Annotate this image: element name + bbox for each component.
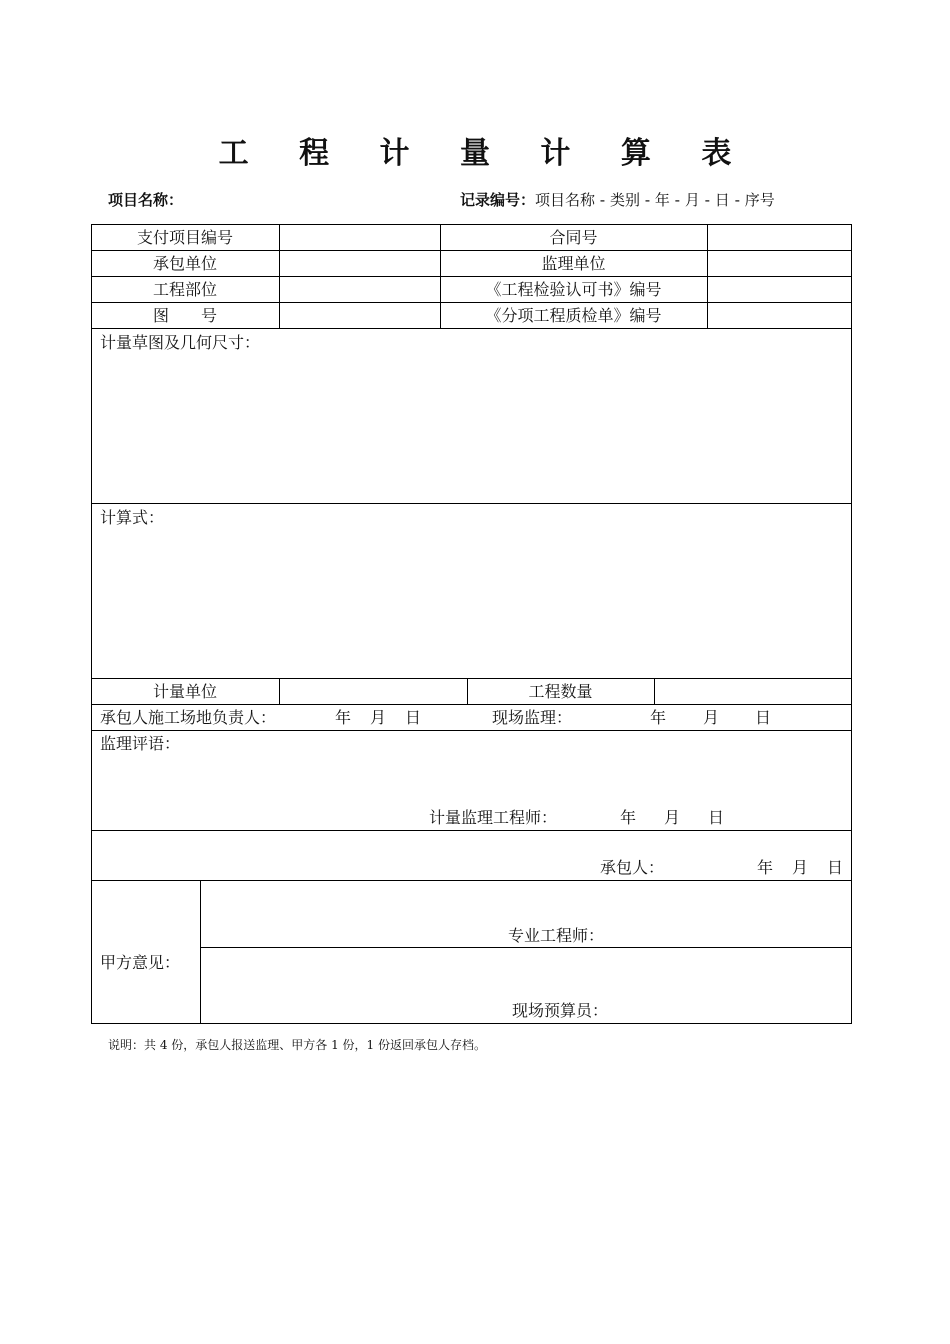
supervisor-label: 监理单位	[541, 254, 606, 273]
day-label: 日	[708, 808, 725, 827]
month-label: 月	[703, 708, 720, 727]
page-title: 工 程 计 量 计 算 表	[218, 136, 752, 171]
sketch-label: 计量草图及几何尺寸：	[100, 333, 261, 352]
contractor-site-lead-label: 承包人施工场地负责人：	[100, 708, 277, 727]
contractor-sign-label: 承包人：	[600, 858, 665, 877]
measure-unit-label: 计量单位	[152, 682, 217, 701]
site-supervisor-label: 现场监理：	[492, 708, 573, 727]
day-label: 日	[405, 708, 422, 727]
footnote: 说明：共 4 份，承包人报送监理、甲方各 1 份，1 份返回承包人存档。	[108, 1038, 486, 1052]
payment-item-no-label: 支付项目编号	[136, 228, 233, 247]
year-label: 年	[620, 808, 637, 827]
record-number	[460, 189, 775, 210]
contractor-label: 承包单位	[152, 254, 217, 273]
measure-engineer-label: 计量监理工程师：	[429, 808, 558, 827]
work-part-label: 工程部位	[152, 280, 217, 299]
month-label: 月	[664, 808, 681, 827]
year-label: 年	[335, 708, 352, 727]
month-label: 月	[370, 708, 387, 727]
contract-no-label: 合同号	[549, 228, 598, 247]
month-label: 月	[792, 858, 809, 877]
review-label: 监理评语：	[100, 734, 181, 753]
quantity-label: 工程数量	[528, 682, 593, 701]
professional-engineer-label: 专业工程师：	[508, 926, 605, 945]
year-label: 年	[757, 858, 774, 877]
site-budgeter-label: 现场预算员：	[512, 1001, 609, 1020]
record-number-format: 项目名称 - 类别 - 年 - 月 - 日 - 序号	[535, 191, 775, 209]
day-label: 日	[755, 708, 772, 727]
formula-label: 计算式：	[100, 508, 165, 527]
day-label: 日	[827, 858, 844, 877]
owner-opinion-label: 甲方意见：	[100, 953, 181, 972]
quality-sheet-label: 《分项工程质检单》编号	[485, 306, 662, 325]
project-name-label: 项目名称：	[108, 191, 184, 209]
record-number-label: 记录编号：	[460, 191, 536, 209]
acceptance-cert-label: 《工程检验认可书》编号	[485, 280, 662, 299]
drawing-no-label: 图 号	[152, 306, 217, 325]
year-label: 年	[650, 708, 667, 727]
